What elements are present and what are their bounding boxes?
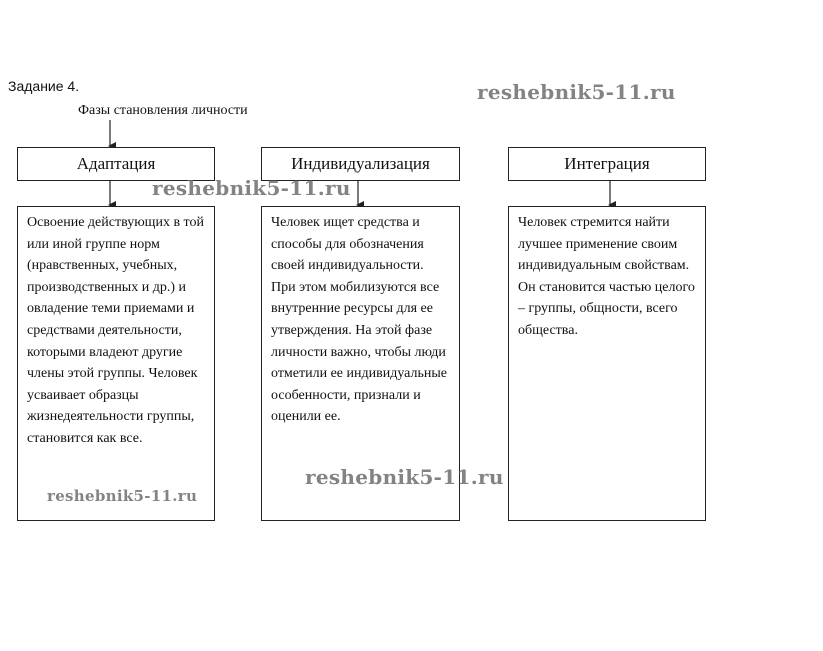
phase-adaptation-header: Адаптация [17, 147, 215, 181]
watermark-left: reshebnik5-11.ru [152, 176, 351, 200]
phase-adaptation-description: Освоение действующих в той или иной группе норм (нравственных, учебных, производственных и др.) и овладение теми приемами и средствами деятельности, которыми владеют другие члены этой группы. Человек усваивает образцы жизнедеятельности группы, становится как все. [17, 206, 215, 521]
task-label: Задание 4. [8, 78, 80, 94]
watermark-bottom-left: reshebnik5-11.ru [47, 487, 198, 505]
phase-integration-description: Человек стремится найти лучшее применение своим индивидуальным свойствам. Он становится частью целого – группы, общности, всего общества. [508, 206, 706, 521]
phase-integration-header: Интеграция [508, 147, 706, 181]
phase-individualization-header: Индивидуализация [261, 147, 460, 181]
phase-individualization-description: Человек ищет средства и способы для обозначения своей индивидуальности. При этом мобилизуются все внутренние ресурсы для ее утверждения. На этой фазе личности важно, чтобы люди отметили ее индивидуальные особенности, признали и оценили ее. [261, 206, 460, 521]
diagram-title: Фазы становления личности [78, 103, 248, 118]
watermark-top: reshebnik5-11.ru [477, 80, 676, 104]
watermark-middle: reshebnik5-11.ru [305, 465, 504, 489]
